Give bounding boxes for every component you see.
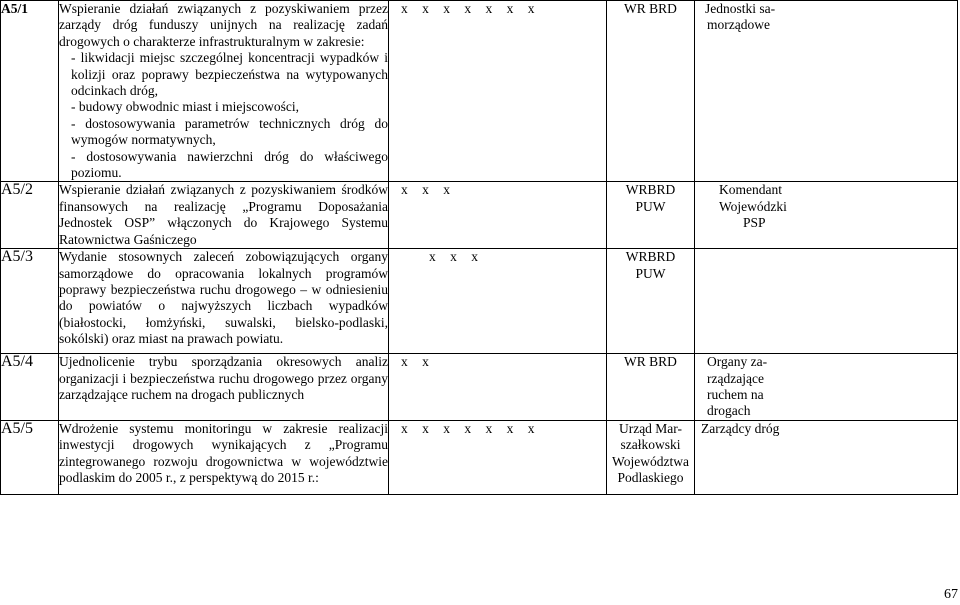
description-intro: Wspieranie działań związanych z pozyskiwaniem środków finansowych na realizację „Programu Doposażania Jednostek OSP” włączonych do Krajowego Systemu Ratownictwa Gaśniczego	[59, 182, 388, 247]
description-intro: Wdrożenie systemu monitoringu w zakresie realizacji inwestycji drogowych wynikających z „Programu zintegrowanego rozwoju drogownictwa w województwie podlaskim do 2005 r., z perspektywą do 2015 r.:	[59, 420, 388, 485]
action-code: A5/2	[1, 182, 59, 249]
action-code: A5/3	[1, 249, 59, 354]
action-description	[59, 420, 389, 494]
action-description	[59, 354, 389, 421]
partners: Jednostki sa- morządowe	[695, 1, 958, 182]
table-row	[1, 1, 958, 182]
schedule-marks: x x x	[389, 182, 607, 249]
table-row	[1, 354, 958, 421]
schedule-marks: x x x x x x x	[389, 420, 607, 494]
page-number: 67	[944, 587, 958, 602]
description-intro: Wspieranie działań związanych z pozyskiwaniem przez zarządy dróg funduszy unijnych na realizację zadań drogowych o charakterze infrastrukturalnym w zakresie:	[59, 1, 388, 49]
coordinator: WR BRD	[607, 354, 695, 421]
table-row	[1, 182, 958, 249]
partners: Organy za- rządzające ruchem na drogach	[695, 354, 958, 421]
schedule-marks: x x x	[389, 249, 607, 354]
partners	[695, 249, 958, 354]
partners: Zarządcy dróg	[695, 420, 958, 494]
coordinator: WRBRD PUW	[607, 249, 695, 354]
description-item: - budowy obwodnic miast i miejscowości,	[71, 99, 299, 115]
table-row	[1, 420, 958, 494]
description-item: - dostosowywania nawierzchni dróg do właściwego poziomu.	[71, 148, 388, 181]
coordinator: WR BRD	[607, 1, 695, 182]
schedule-marks: x x	[389, 354, 607, 421]
description-intro: Wydanie stosownych zaleceń zobowiązujących organy samorządowe do opracowania lokalnych programów poprawy bezpieczeństwa ruchu drogowego – w odniesieniu do powiatów o najwyższych liczbach wypadków (białostocki, łomżyński, suwalski, bielsko-podlaski, sokólski) oraz miast na prawach powiatu.	[59, 249, 388, 347]
action-code: A5/1	[1, 1, 59, 182]
action-description	[59, 182, 389, 249]
schedule-marks: x x x x x x x	[389, 1, 607, 182]
action-description	[59, 249, 389, 354]
action-code: A5/5	[1, 420, 59, 494]
table-row	[1, 249, 958, 354]
description-item: - likwidacji miejsc szczególnej koncentracji wypadków i kolizji oraz poprawy bezpieczeństwa na wytypowanych odcinkach dróg,	[71, 50, 388, 99]
action-description	[59, 1, 389, 182]
partners: Komendant Wojewódzki PSP	[695, 182, 958, 249]
coordinator: Urząd Mar- szałkowski Województwa Podlaskiego	[607, 420, 695, 494]
action-code: A5/4	[1, 354, 59, 421]
description-intro: Ujednolicenie trybu sporządzania okresowych analiz organizacji i bezpieczeństwa ruchu drogowego przez organy zarządzające ruchem na drogach publicznych	[59, 354, 388, 402]
description-item: - dostosowywania parametrów technicznych dróg do wymogów normatywnych,	[71, 115, 388, 148]
coordinator: WRBRD PUW	[607, 182, 695, 249]
